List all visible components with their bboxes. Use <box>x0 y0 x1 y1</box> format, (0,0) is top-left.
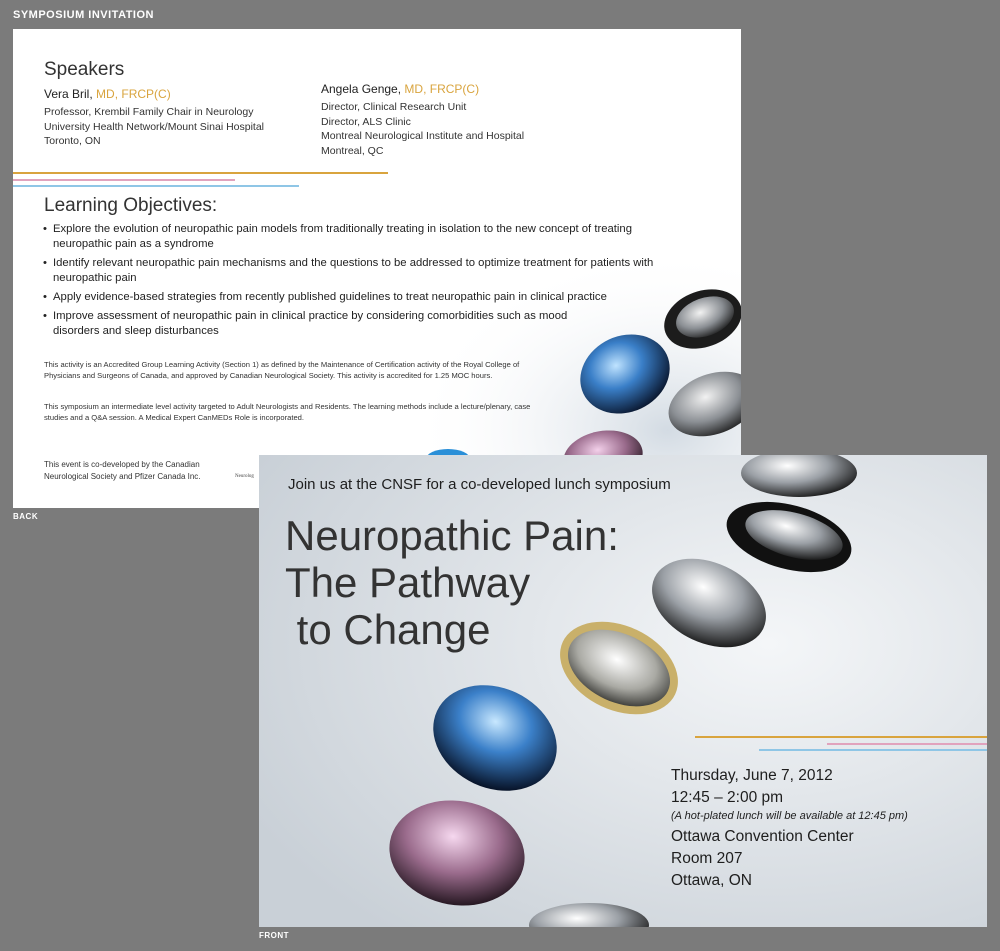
speaker-title: Professor, Krembil Family Chair in Neurology <box>44 106 254 118</box>
speaker-name: Vera Bril, <box>44 87 93 101</box>
speaker-name-line <box>44 87 264 101</box>
objectives-list <box>43 222 663 343</box>
event-room: Room 207 <box>671 850 743 867</box>
speaker-angela-genge <box>321 82 524 158</box>
title-line: Neuropathic Pain: <box>285 512 619 559</box>
back-card <box>13 29 741 508</box>
front-label: FRONT <box>259 931 290 940</box>
level-note: This symposium an intermediate level activity targeted to Adult Neurologists and Residents. The learning methods include a lecture/plenary, case studies and a Q&A session. A Medical Expert CanMEDs Role is incorporated. <box>44 402 531 422</box>
speaker-title: Director, ALS Clinic <box>321 115 411 128</box>
event-city: Ottawa, ON <box>671 872 752 889</box>
list-item: • Improve assessment of neuropathic pain in clinical practice by considering comorbidities such as mood disorders and sleep disturbances <box>43 310 568 337</box>
speaker-name: Angela Genge, <box>321 82 402 96</box>
speakers-heading: Speakers <box>44 59 125 80</box>
back-label: BACK <box>13 512 39 521</box>
event-venue: Ottawa Convention Center <box>671 828 854 845</box>
speaker-credentials: MD, FRCP(C) <box>404 82 480 96</box>
speaker-vera-bril <box>44 87 264 149</box>
list-item: • Apply evidence-based strategies from recently published guidelines to treat neuropathic pain in clinical practice <box>43 291 607 303</box>
divider-stripe-pink <box>13 179 235 181</box>
bullet: • <box>43 291 47 303</box>
bullet: • <box>43 223 47 235</box>
speaker-location: Montreal, QC <box>321 144 384 157</box>
divider-stripe-blue <box>759 749 987 751</box>
society-logo-partial: Neurolog <box>235 474 254 479</box>
accreditation-note: This activity is an Accredited Group Learning Activity (Section 1) as defined by the Maintenance of Certification activity of the Royal College of Physicians and Surgeons of Canada, and approved by Canadian Neurological Society. This activity is accredited for 1.25 MOC hours. <box>44 360 520 380</box>
page-title <box>285 512 619 653</box>
speaker-institution: University Health Network/Mount Sinai Hospital <box>44 120 265 133</box>
event-date: Thursday, June 7, 2012 <box>671 767 833 784</box>
list-item: • Explore the evolution of neuropathic pain models from traditionally treating in isolation to the new concept of treating neuropathic pain as a syndrome <box>43 223 632 250</box>
speaker-location: Toronto, ON <box>44 135 101 147</box>
title-line: The Pathway <box>285 559 531 606</box>
divider-stripe-blue <box>13 185 299 187</box>
bullet: • <box>43 257 47 269</box>
list-item: • Identify relevant neuropathic pain mechanisms and the questions to be addressed to optimize treatment for patients with neuropathic pain <box>43 257 654 284</box>
symposium-invitation-label: SYMPOSIUM INVITATION <box>13 9 154 21</box>
speaker-institution: Montreal Neurological Institute and Hospital <box>321 130 525 142</box>
bullet: • <box>43 310 47 322</box>
event-time: 12:45 – 2:00 pm <box>671 789 784 806</box>
speaker-name-line <box>321 82 524 96</box>
codevelop-note: This event is co-developed by the Canadian Neurological Society and Pfizer Canada Inc. <box>44 460 201 481</box>
divider-stripe-pink <box>827 743 987 745</box>
front-card <box>259 455 987 927</box>
title-line: to Change <box>285 606 491 653</box>
lunch-note: (A hot-plated lunch will be available at 12:45 pm) <box>671 810 908 822</box>
divider-stripe-gold <box>695 736 987 738</box>
divider-stripe-gold <box>13 172 388 174</box>
speaker-credentials: MD, FRCP(C) <box>96 87 171 101</box>
objectives-heading: Learning Objectives: <box>44 195 218 216</box>
speaker-title: Director, Clinical Research Unit <box>321 101 467 113</box>
invite-line: Join us at the CNSF for a co-developed lunch symposium <box>288 476 671 493</box>
